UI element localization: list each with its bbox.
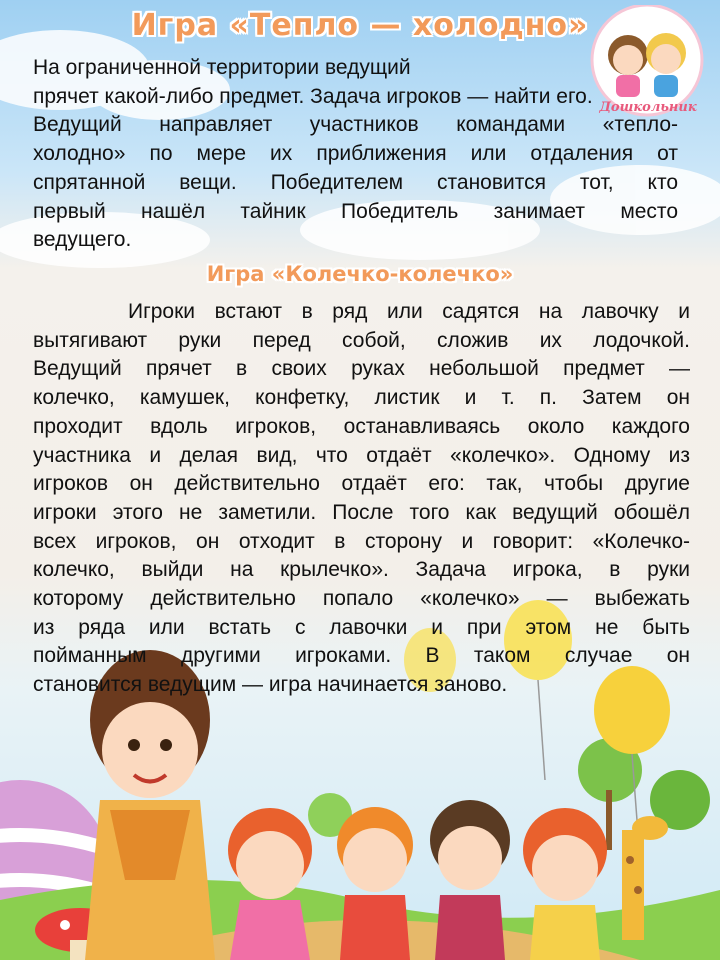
text-line: колечко, камушек, конфетку, листик и т. п. Затем он	[33, 386, 690, 410]
text-line: первый нашёл тайник Победитель занимает место	[33, 199, 678, 223]
logo-text: Дошкольник	[599, 100, 697, 115]
text-line: Ведущий направляет участников командами «тепло-	[33, 113, 678, 137]
text-line: колечко, выйди на крылечко». Задача игрока, в руки	[33, 558, 690, 582]
text-line: участника и делая вид, что отдаёт «колечко». Одному из	[33, 443, 690, 467]
title-game-warm-cold: Игра «Тепло — холодно»	[131, 8, 589, 43]
text-line: Ведущий прячет в своих руках небольшой предмет —	[33, 357, 690, 381]
text-line: игроки этого не заметили. После того как ведущий обошёл	[33, 500, 690, 524]
game2-description	[33, 298, 690, 700]
text-line: На ограниченной территории ведущий	[33, 56, 411, 79]
text-line: игроков он действительно отдаёт его: так, чтобы другие	[33, 472, 690, 496]
text-line: пойманным другими игроками. В таком случае он	[33, 644, 690, 668]
text-line: проходит вдоль игроков, останавливаясь около каждого	[33, 414, 690, 438]
text-line: которому действительно попало «колечко» — выбежать	[33, 587, 690, 611]
text-line: становится ведущим — игра начинается заново.	[33, 673, 508, 697]
text-line: холодно» по мере их приближения или отдаления от	[33, 142, 678, 166]
text-line: спрятанной вещи. Победителем становится тот, кто	[33, 170, 678, 194]
text-line: из ряда или встать с лавочки и при этом не быть	[33, 615, 690, 639]
title-game-ring: Игра «Колечко-колечко»	[206, 262, 514, 286]
text-line: прячет какой-либо предмет. Задача игроков — найти его.	[33, 84, 593, 108]
text-line: Игроки встают в ряд или садятся на лавочку и	[128, 300, 690, 323]
text-line: ведущего.	[33, 228, 132, 252]
text-line: вытягивают руки перед собой, сложив их лодочкой.	[33, 328, 690, 352]
text-line: всех игроков, он отходит в сторону и говорит: «Колечко-	[33, 529, 690, 553]
game1-description	[33, 54, 678, 255]
